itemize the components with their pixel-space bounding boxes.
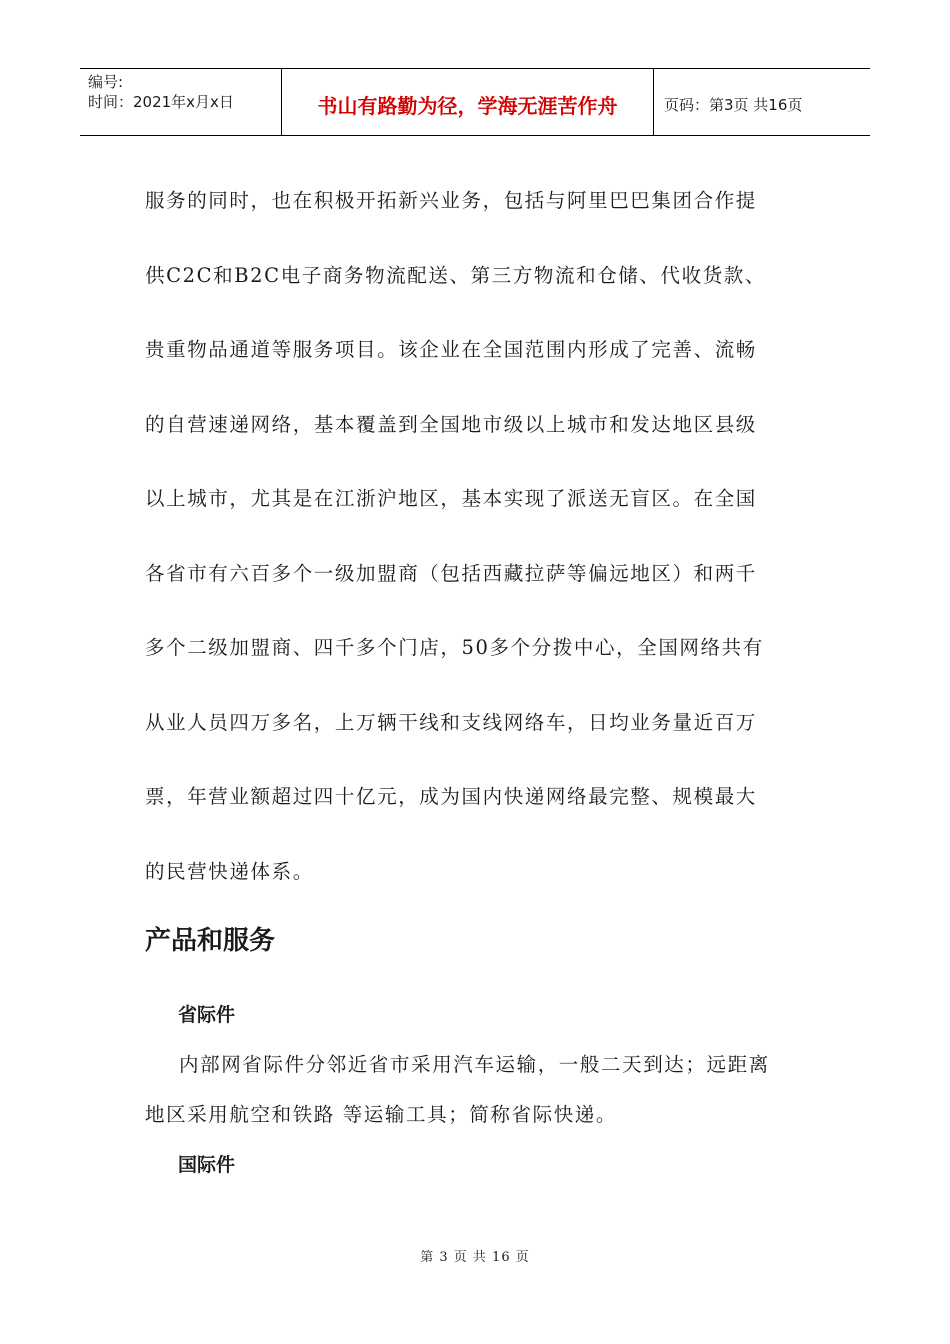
body-paragraph bbox=[145, 164, 805, 909]
paragraph-line: 服务的同时，也在积极开拓新兴业务，包括与阿里巴巴集团合作提 bbox=[145, 189, 757, 212]
paragraph-line: 从业人员四万多名，上万辆干线和支线网络车，日均业务量近百万 bbox=[145, 710, 757, 734]
paragraph-line: 多个二级加盟商、四千多个门店，50多个分拨中心，全国网络共有 bbox=[145, 636, 764, 659]
paragraph-line: 的民营快递体系。 bbox=[145, 859, 314, 883]
subsection-paragraph bbox=[145, 1040, 805, 1140]
paragraph-line: 票，年营业额超过四十亿元，成为国内快递网络最完整、规模最大 bbox=[145, 785, 757, 808]
subsection-heading-provincial: 省际件 bbox=[178, 1004, 236, 1026]
page-footer: 第 3 页 共 16 页 bbox=[420, 1250, 530, 1265]
paragraph-line: 以上城市，尤其是在江浙沪地区，基本实现了派送无盲区。在全国 bbox=[145, 487, 757, 510]
paragraph-line: 的自营速递网络，基本覆盖到全国地市级以上城市和发达地区县级 bbox=[145, 412, 757, 436]
paragraph-line: 贵重物品通道等服务项目。该企业在全国范围内形成了完善、流畅 bbox=[145, 338, 757, 361]
document-date: 时间：2021年x月x日 bbox=[88, 93, 234, 111]
subsection-heading-international: 国际件 bbox=[178, 1154, 236, 1176]
section-heading: 产品和服务 bbox=[145, 926, 276, 956]
header-page-info: 页码：第3页 共16页 bbox=[664, 95, 803, 114]
header-motto: 书山有路勤为径，学海无涯苦作舟 bbox=[282, 69, 654, 135]
header-meta bbox=[80, 69, 282, 135]
paragraph-line: 供C2C和B2C电子商务物流配送、第三方物流和仓储、代收货款、 bbox=[145, 263, 767, 287]
paragraph-line: 各省市有六百多个一级加盟商（包括西藏拉萨等偏远地区）和两千 bbox=[145, 561, 757, 585]
paragraph-line: 地区采用航空和铁路 等运输工具；简称省际快递。 bbox=[145, 1103, 617, 1126]
paragraph-line: 内部网省际件分邻近省市采用汽车运输，一般二天到达；远距离 bbox=[179, 1053, 770, 1076]
body-text bbox=[145, 164, 805, 909]
page-header bbox=[80, 68, 870, 136]
document-number-label: 编号: bbox=[88, 73, 124, 91]
